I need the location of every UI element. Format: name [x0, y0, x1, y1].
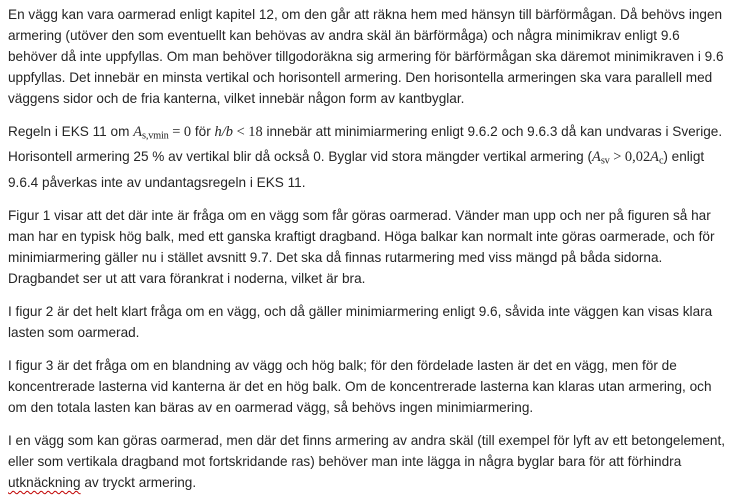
text-run: för: [191, 124, 215, 139]
math-subscript: s,vmin: [142, 130, 169, 142]
math-operator: > 0,02: [609, 149, 651, 166]
text-run: En vägg kan vara oarmerad enligt kapitel 12, om den går att räkna hem med hänsyn till bärförmågan. Då behövs ingen armering (utöver den som eventuellt kan behövas av andra skäl än bärförmåga) och några minimikrav enligt 9.6 behöver då inte uppfyllas. Om man behöver tillgodoräkna sig armering för bärförmågan ska däremot minimikraven i 9.6 uppfyllas. Det innebär en minsta vertikal och horisontell armering. Den horisontella armeringen ska vara parallell med väggens sidor och de fria kanterna, vilket innebär någon form av kantbyglar.: [8, 7, 724, 106]
paragraph: [8, 355, 727, 418]
text-run: I figur 2 är det helt klart fråga om en vägg, och då gäller minimiarmering enligt 9.6, såvida inte väggen kan visas klara lasten som oarmerad.: [8, 303, 713, 340]
paragraph: [8, 301, 727, 343]
math-subscript: sv: [600, 155, 610, 167]
text-run: av tryckt armering.: [80, 474, 197, 490]
text-run: I en vägg som kan göras oarmerad, men där det finns armering av andra skäl (till exempel för lyft av ett betongelement, eller som vertikala dragband mot fortskridande ras) behöver man inte lägga in några byglar bara för att förhindra: [8, 432, 726, 469]
text-run: ) enligt 9.6.4 påverkas inte av undantagsregeln i EKS 11.: [8, 149, 705, 190]
text-run: innebär att minimiarmering enligt 9.6.2 och 9.6.3 då kan undvaras i Sverige. Horisontell armering 25 % av vertikal blir då också 0. Byglar vid stora mängder vertikal armering (: [8, 124, 723, 165]
text-run: Regeln i EKS 11 om: [8, 124, 134, 139]
math-variable: h/b: [214, 124, 233, 140]
text-run: I figur 3 är det fråga om en blandning av vägg och hög balk; för den fördelade lasten är det en vägg, men för de koncentrerade lasterna vid kanterna är det en hög balk. Om de koncentrerade lasterna kan klaras utan armering, och om den totala lasten kan bäras av en oarmerad vägg, så behövs ingen minimiarmering.: [8, 357, 712, 415]
text-run: Figur 1 visar att det där inte är fråga om en vägg som får göras oarmerad. Vänder man upp och ner på figuren så har man har en typisk hög balk, med ett ganska kraftigt dragband. Höga balkar kan normalt inte göras oarmerade, och för minimiarmering gäller nu i stället avsnitt 9.7. Det ska då finnas rutarmering med viss mängd på båda sidorna. Dragbandet ser ut att vara förankrat i noderna, vilket är bra.: [8, 207, 715, 286]
math-variable: A: [133, 124, 142, 140]
paragraph: [8, 121, 727, 193]
math-operator: < 18: [232, 124, 263, 140]
math-variable: A: [592, 149, 601, 166]
math-variable: A: [650, 149, 659, 166]
misspelled-word: utknäckning: [8, 474, 81, 490]
math-operator: = 0: [168, 124, 192, 140]
paragraph: [8, 430, 727, 493]
paragraph: [8, 205, 727, 289]
math-subscript: c: [658, 155, 664, 167]
paragraph: [8, 4, 727, 109]
